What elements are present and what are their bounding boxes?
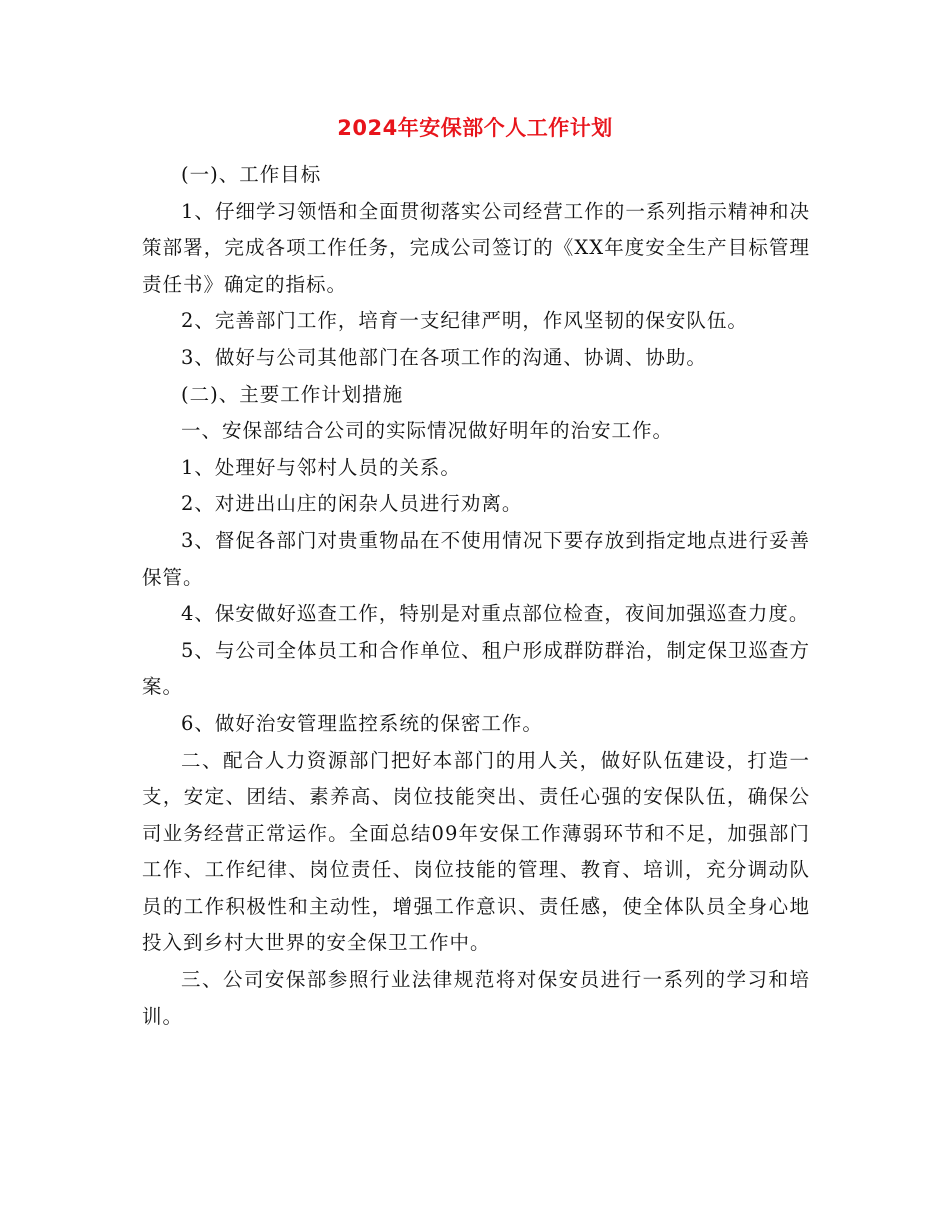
paragraph-measure-5: 5、与公司全体员工和合作单位、租户形成群防群治，制定保卫巡查方案。 [142, 638, 810, 699]
document-title: 2024年安保部个人工作计划 [337, 116, 613, 140]
paragraph-measure-section-1: 一、安保部结合公司的实际情况做好明年的治安工作。 [181, 419, 674, 443]
paragraph-goal-1: 1、仔细学习领悟和全面贯彻落实公司经营工作的一系列指示精神和决策部署，完成各项工作任务，完成公司签订的《XX年度安全生产目标管理责任书》确定的指标。 [142, 199, 810, 296]
paragraph-measure-section-2: 二、配合人力资源部门把好本部门的用人关，做好队伍建设，打造一支，安定、团结、素养高、岗位技能突出、责任心强的安保队伍，确保公司业务经营正常运作。全面总结09年安保工作薄弱环节和不足，加强部门工作、工作纪律、岗位责任、岗位技能的管理、教育、培训，充分调动队员的工作积极性和主动性，增强工作意识、责任感，使全体队员全身心地投入到乡村大世界的安全保卫工作中。 [142, 748, 810, 955]
heading-main-measures: (二)、主要工作计划措施 [181, 382, 404, 406]
document-body [142, 157, 810, 1035]
paragraph-measure-4: 4、保安做好巡查工作，特别是对重点部位检查，夜间加强巡查力度。 [181, 602, 810, 626]
paragraph-measure-3: 3、督促各部门对贵重物品在不使用情况下要存放到指定地点进行妥善保管。 [142, 528, 810, 589]
paragraph-goal-2: 2、完善部门工作，培育一支纪律严明，作风坚韧的保安队伍。 [181, 309, 748, 333]
heading-work-goals: (一)、工作目标 [181, 163, 322, 186]
paragraph-measure-2: 2、对进出山庄的闲杂人员进行劝离。 [181, 492, 523, 516]
paragraph-measure-1: 1、处理好与邻村人员的关系。 [181, 455, 461, 479]
paragraph-measure-6: 6、做好治安管理监控系统的保密工作。 [181, 711, 543, 735]
paragraph-measure-section-3: 三、公司安保部参照行业法律规范将对保安员进行一系列的学习和培训。 [142, 968, 810, 1028]
paragraph-goal-3: 3、做好与公司其他部门在各项工作的沟通、协调、协助。 [181, 345, 707, 369]
